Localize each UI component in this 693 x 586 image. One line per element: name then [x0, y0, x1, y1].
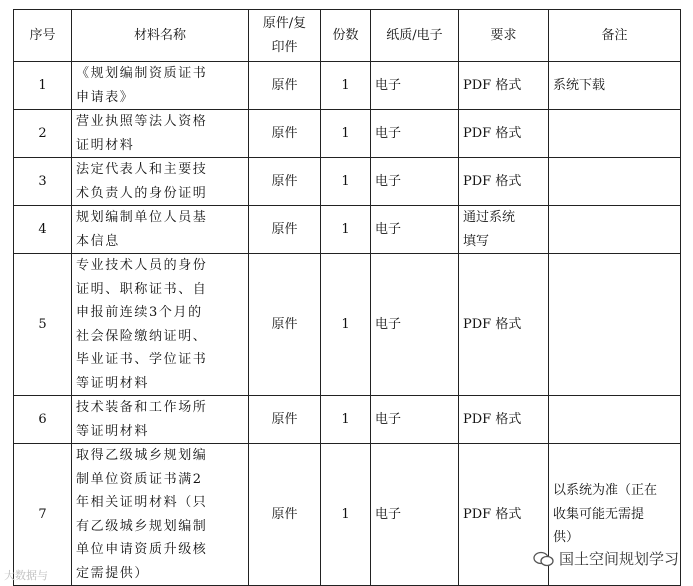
- cell-req: PDF 格式: [459, 444, 549, 586]
- watermark-site: 大数据与: [4, 569, 48, 582]
- table-row: [14, 158, 681, 206]
- cell-copy: 原件: [249, 396, 321, 444]
- cell-count: 1: [321, 206, 371, 254]
- header-count: 份数: [321, 10, 371, 62]
- cell-req: PDF 格式: [459, 158, 549, 206]
- cell-count: 1: [321, 110, 371, 158]
- cell-no: 1: [14, 62, 72, 110]
- cell-no: 2: [14, 110, 72, 158]
- cell-name: 营业执照等法人资格 证明材料: [72, 110, 249, 158]
- watermark-account: [533, 548, 679, 569]
- header-note: 备注: [549, 10, 681, 62]
- cell-copy: 原件: [249, 206, 321, 254]
- cell-no: 6: [14, 396, 72, 444]
- header-req: 要求: [459, 10, 549, 62]
- table-row: [14, 254, 681, 396]
- cell-no: 4: [14, 206, 72, 254]
- cell-req: 通过系统 填写: [459, 206, 549, 254]
- cell-name: 技术装备和工作场所 等证明材料: [72, 396, 249, 444]
- table-row: [14, 396, 681, 444]
- header-medium: 纸质/电子: [371, 10, 459, 62]
- header-row: [14, 10, 681, 62]
- cell-name: 《规划编制资质证书 申请表》: [72, 62, 249, 110]
- cell-medium: 电子: [371, 254, 459, 396]
- cell-no: 5: [14, 254, 72, 396]
- cell-no: 7: [14, 444, 72, 586]
- cell-count: 1: [321, 396, 371, 444]
- cell-medium: 电子: [371, 110, 459, 158]
- cell-medium: 电子: [371, 396, 459, 444]
- cell-no: 3: [14, 158, 72, 206]
- cell-note: 以系统为准（正在 收集可能无需提 供）: [549, 444, 681, 586]
- cell-copy: 原件: [249, 444, 321, 586]
- cell-medium: 电子: [371, 444, 459, 586]
- cell-copy: 原件: [249, 158, 321, 206]
- cell-req: PDF 格式: [459, 396, 549, 444]
- cell-medium: 电子: [371, 158, 459, 206]
- watermark-account-text: 国土空间规划学习: [558, 550, 679, 568]
- wechat-icon: [533, 551, 555, 567]
- cell-name: 规划编制单位人员基 本信息: [72, 206, 249, 254]
- cell-copy: 原件: [249, 62, 321, 110]
- table-row: [14, 206, 681, 254]
- header-name: 材料名称: [72, 10, 249, 62]
- cell-note: [549, 110, 681, 158]
- cell-medium: 电子: [371, 62, 459, 110]
- header-copy: 原件/复 印件: [249, 10, 321, 62]
- cell-name: 法定代表人和主要技 术负责人的身份证明: [72, 158, 249, 206]
- cell-req: PDF 格式: [459, 110, 549, 158]
- cell-name: 取得乙级城乡规划编 制单位资质证书满2 年相关证明材料（只 有乙级城乡规划编制 单位申请资质升级核 定需提供）: [72, 444, 249, 586]
- cell-copy: 原件: [249, 254, 321, 396]
- cell-count: 1: [321, 444, 371, 586]
- cell-note: [549, 206, 681, 254]
- table-row: [14, 62, 681, 110]
- header-no: 序号: [14, 10, 72, 62]
- cell-note: [549, 254, 681, 396]
- cell-req: PDF 格式: [459, 62, 549, 110]
- table-row: [14, 110, 681, 158]
- cell-count: 1: [321, 158, 371, 206]
- cell-req: PDF 格式: [459, 254, 549, 396]
- cell-name: 专业技术人员的身份 证明、职称证书、自 申报前连续3个月的 社会保险缴纳证明、 毕业证书、学位证书 等证明材料: [72, 254, 249, 396]
- materials-table: [13, 9, 681, 586]
- cell-count: 1: [321, 254, 371, 396]
- cell-count: 1: [321, 62, 371, 110]
- cell-note: [549, 158, 681, 206]
- cell-medium: 电子: [371, 206, 459, 254]
- cell-copy: 原件: [249, 110, 321, 158]
- cell-note: 系统下载: [549, 62, 681, 110]
- cell-note: [549, 396, 681, 444]
